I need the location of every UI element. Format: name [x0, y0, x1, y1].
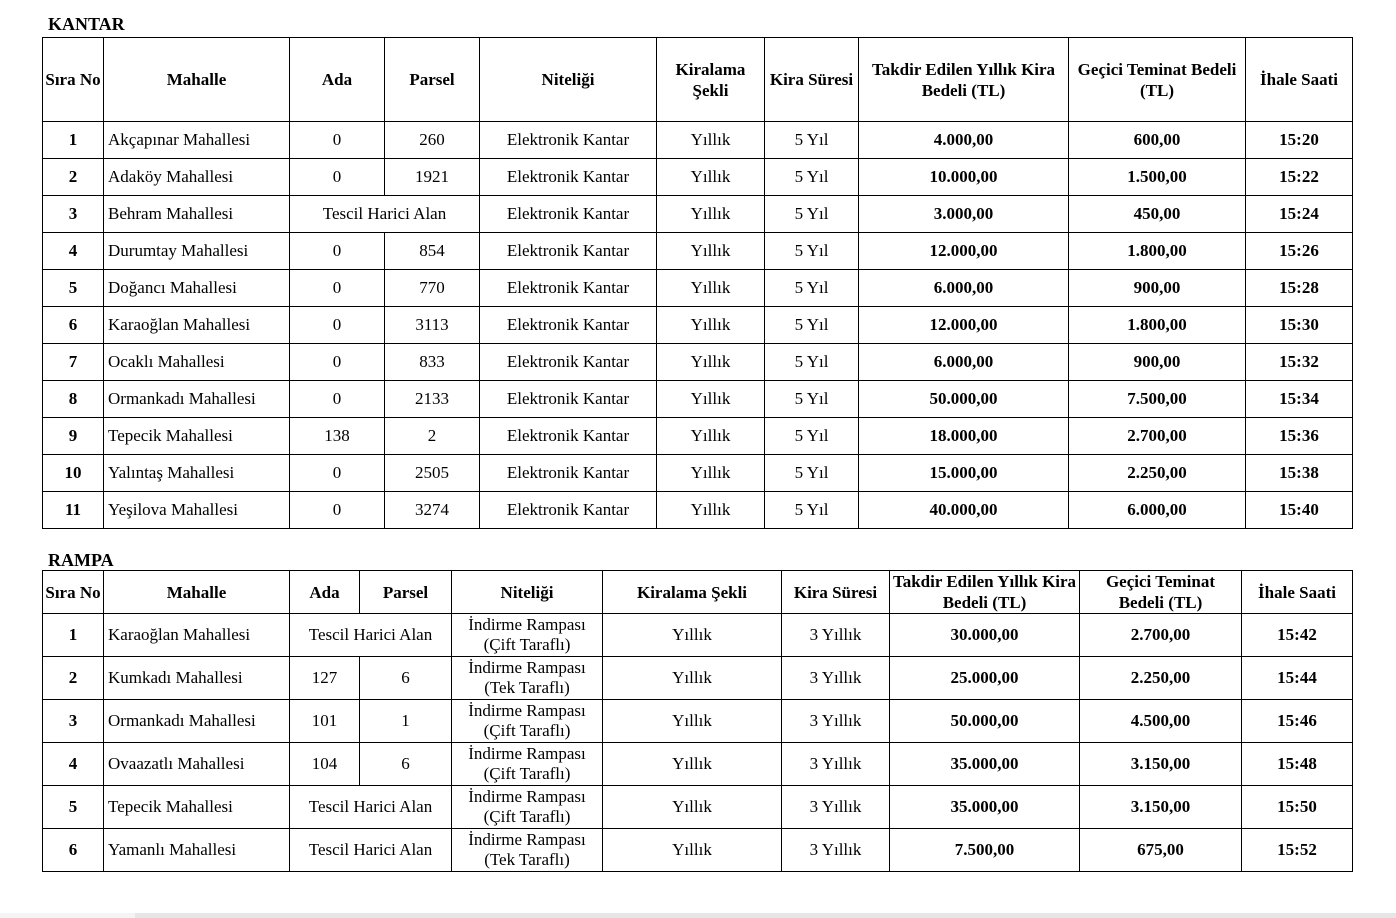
cell-sekil: Yıllık: [603, 743, 782, 786]
cell-saat: 15:30: [1246, 307, 1353, 344]
table-row: [43, 159, 1353, 196]
cell-parsel: 3274: [385, 492, 480, 529]
header-kira-bedeli: Takdir Edilen Yıllık Kira Bedeli (TL): [859, 38, 1069, 122]
cell-ada: 0: [290, 307, 385, 344]
cell-bedel: 40.000,00: [859, 492, 1069, 529]
cell-saat: 15:42: [1242, 614, 1353, 657]
table-row: [43, 829, 1353, 872]
cell-sekil: Yıllık: [603, 657, 782, 700]
cell-sekil: Yıllık: [657, 159, 765, 196]
cell-mahalle: Adaköy Mahallesi: [104, 159, 290, 196]
cell-nitelik: [452, 700, 603, 743]
cell-mahalle: Karaoğlan Mahallesi: [104, 307, 290, 344]
cell-no: 8: [43, 381, 104, 418]
cell-saat: 15:52: [1242, 829, 1353, 872]
nitelik-line-2: (Çift Taraflı): [483, 807, 571, 826]
nitelik-line-1: İndirme Rampası: [468, 701, 586, 720]
nitelik-line-1: İndirme Rampası: [468, 658, 586, 677]
cell-no: 2: [43, 159, 104, 196]
cell-parsel: 6: [360, 743, 452, 786]
cell-sure: 5 Yıl: [765, 455, 859, 492]
table-row: [43, 122, 1353, 159]
cell-sure: 5 Yıl: [765, 418, 859, 455]
cell-ada: 127: [290, 657, 360, 700]
header-sira-no: Sıra No: [43, 38, 104, 122]
kantar-section-title: KANTAR: [48, 14, 125, 34]
cell-nitelik: [452, 829, 603, 872]
cell-ada-parsel: Tescil Harici Alan: [290, 196, 480, 233]
cell-no: 9: [43, 418, 104, 455]
cell-teminat: 3.150,00: [1080, 743, 1242, 786]
cell-bedel: 35.000,00: [890, 743, 1080, 786]
table-row: [43, 614, 1353, 657]
cell-sekil: Yıllık: [603, 829, 782, 872]
cell-bedel: 6.000,00: [859, 270, 1069, 307]
cell-sure: 5 Yıl: [765, 159, 859, 196]
cell-bedel: 30.000,00: [890, 614, 1080, 657]
cell-ada: 0: [290, 233, 385, 270]
header-kiralama-sekli: Kiralama Şekli: [657, 38, 765, 122]
cell-saat: 15:48: [1242, 743, 1353, 786]
cell-nitelik: Elektronik Kantar: [480, 455, 657, 492]
cell-mahalle: Yeşilova Mahallesi: [104, 492, 290, 529]
nitelik-line-1: İndirme Rampası: [468, 744, 586, 763]
cell-sekil: Yıllık: [603, 614, 782, 657]
cell-sekil: Yıllık: [657, 196, 765, 233]
cell-saat: 15:24: [1246, 196, 1353, 233]
cell-sekil: Yıllık: [657, 344, 765, 381]
cell-ada: 0: [290, 270, 385, 307]
cell-teminat: 2.700,00: [1069, 418, 1246, 455]
cell-sure: 5 Yıl: [765, 196, 859, 233]
cell-nitelik: Elektronik Kantar: [480, 159, 657, 196]
cell-no: 6: [43, 829, 104, 872]
table-row: [43, 418, 1353, 455]
table-row: [43, 700, 1353, 743]
cell-ada-parsel: Tescil Harici Alan: [290, 614, 452, 657]
cell-saat: 15:22: [1246, 159, 1353, 196]
nitelik-line-2: (Çift Taraflı): [483, 721, 571, 740]
cell-ada: 0: [290, 455, 385, 492]
cell-saat: 15:34: [1246, 381, 1353, 418]
cell-sure: 3 Yıllık: [782, 657, 890, 700]
cell-no: 10: [43, 455, 104, 492]
cell-saat: 15:28: [1246, 270, 1353, 307]
cell-no: 5: [43, 786, 104, 829]
cell-bedel: 6.000,00: [859, 344, 1069, 381]
cell-no: 3: [43, 700, 104, 743]
cell-sekil: Yıllık: [657, 122, 765, 159]
table-row: [43, 307, 1353, 344]
cell-teminat: 4.500,00: [1080, 700, 1242, 743]
header-gecici-teminat: Geçici Teminat Bedeli (TL): [1080, 571, 1242, 614]
cell-parsel: 3113: [385, 307, 480, 344]
cell-bedel: 10.000,00: [859, 159, 1069, 196]
header-kiralama-sekli: Kiralama Şekli: [603, 571, 782, 614]
cell-sure: 3 Yıllık: [782, 743, 890, 786]
cell-saat: 15:44: [1242, 657, 1353, 700]
nitelik-line-2: (Çift Taraflı): [483, 635, 571, 654]
cell-mahalle: Doğancı Mahallesi: [104, 270, 290, 307]
cell-sekil: Yıllık: [657, 492, 765, 529]
cell-saat: 15:20: [1246, 122, 1353, 159]
cell-nitelik: Elektronik Kantar: [480, 122, 657, 159]
cell-nitelik: Elektronik Kantar: [480, 196, 657, 233]
header-kira-bedeli: Takdir Edilen Yıllık Kira Bedeli (TL): [890, 571, 1080, 614]
table-row: [43, 344, 1353, 381]
table-header-row: [43, 38, 1353, 122]
table-row: [43, 786, 1353, 829]
cell-ada-parsel: Tescil Harici Alan: [290, 829, 452, 872]
cell-mahalle: Ocaklı Mahallesi: [104, 344, 290, 381]
cell-no: 6: [43, 307, 104, 344]
table-row: [43, 233, 1353, 270]
cell-bedel: 25.000,00: [890, 657, 1080, 700]
cell-teminat: 7.500,00: [1069, 381, 1246, 418]
cell-no: 2: [43, 657, 104, 700]
cell-bedel: 12.000,00: [859, 233, 1069, 270]
cell-nitelik: [452, 786, 603, 829]
cell-teminat: 2.250,00: [1069, 455, 1246, 492]
cell-sekil: Yıllık: [657, 418, 765, 455]
cell-nitelik: Elektronik Kantar: [480, 307, 657, 344]
cell-saat: 15:36: [1246, 418, 1353, 455]
rampa-table: [42, 570, 1353, 872]
cell-sekil: Yıllık: [657, 455, 765, 492]
header-niteligi: Niteliği: [480, 38, 657, 122]
header-sira-no: Sıra No: [43, 571, 104, 614]
header-ihale-saati: İhale Saati: [1242, 571, 1353, 614]
kantar-table: [42, 37, 1353, 529]
cell-no: 4: [43, 233, 104, 270]
cell-sekil: Yıllık: [657, 270, 765, 307]
cell-nitelik: Elektronik Kantar: [480, 418, 657, 455]
header-mahalle: Mahalle: [104, 38, 290, 122]
cell-parsel: 2505: [385, 455, 480, 492]
table-row: [43, 743, 1353, 786]
cell-bedel: 50.000,00: [859, 381, 1069, 418]
nitelik-line-1: İndirme Rampası: [468, 615, 586, 634]
cell-sure: 3 Yıllık: [782, 786, 890, 829]
nitelik-line-1: İndirme Rampası: [468, 787, 586, 806]
cell-sure: 5 Yıl: [765, 381, 859, 418]
cell-sekil: Yıllık: [657, 307, 765, 344]
cell-sekil: Yıllık: [657, 381, 765, 418]
cell-mahalle: Karaoğlan Mahallesi: [104, 614, 290, 657]
cell-saat: 15:32: [1246, 344, 1353, 381]
cell-ada: 0: [290, 344, 385, 381]
header-ihale-saati: İhale Saati: [1246, 38, 1353, 122]
table-row: [43, 657, 1353, 700]
cell-no: 11: [43, 492, 104, 529]
header-niteligi: Niteliği: [452, 571, 603, 614]
cell-parsel: 2133: [385, 381, 480, 418]
cell-saat: 15:38: [1246, 455, 1353, 492]
nitelik-line-2: (Tek Taraflı): [484, 678, 570, 697]
cell-parsel: 6: [360, 657, 452, 700]
cell-sekil: Yıllık: [603, 700, 782, 743]
cell-ada: 0: [290, 159, 385, 196]
cell-nitelik: Elektronik Kantar: [480, 270, 657, 307]
cell-mahalle: Yamanlı Mahallesi: [104, 829, 290, 872]
cell-nitelik: [452, 614, 603, 657]
cell-no: 5: [43, 270, 104, 307]
cell-nitelik: Elektronik Kantar: [480, 492, 657, 529]
cell-mahalle: Akçapınar Mahallesi: [104, 122, 290, 159]
table-row: [43, 381, 1353, 418]
cell-mahalle: Tepecik Mahallesi: [104, 786, 290, 829]
nitelik-line-2: (Çift Taraflı): [483, 764, 571, 783]
cell-parsel: 770: [385, 270, 480, 307]
cell-sure: 5 Yıl: [765, 344, 859, 381]
table-row: [43, 455, 1353, 492]
cell-teminat: 675,00: [1080, 829, 1242, 872]
nitelik-line-2: (Tek Taraflı): [484, 850, 570, 869]
cell-ada-parsel: Tescil Harici Alan: [290, 786, 452, 829]
cell-sure: 3 Yıllık: [782, 829, 890, 872]
cell-ada: 138: [290, 418, 385, 455]
cell-teminat: 1.800,00: [1069, 307, 1246, 344]
cell-ada: 101: [290, 700, 360, 743]
cell-bedel: 4.000,00: [859, 122, 1069, 159]
cell-ada: 0: [290, 381, 385, 418]
nitelik-line-1: İndirme Rampası: [468, 830, 586, 849]
cell-teminat: 2.250,00: [1080, 657, 1242, 700]
cell-parsel: 2: [385, 418, 480, 455]
cell-sekil: Yıllık: [603, 786, 782, 829]
cell-sure: 5 Yıl: [765, 233, 859, 270]
cell-bedel: 3.000,00: [859, 196, 1069, 233]
cell-mahalle: Ovaazatlı Mahallesi: [104, 743, 290, 786]
cell-sure: 5 Yıl: [765, 307, 859, 344]
cell-bedel: 35.000,00: [890, 786, 1080, 829]
cell-no: 3: [43, 196, 104, 233]
table-header-row: [43, 571, 1353, 614]
cell-bedel: 7.500,00: [890, 829, 1080, 872]
header-mahalle: Mahalle: [104, 571, 290, 614]
cell-sure: 3 Yıllık: [782, 614, 890, 657]
rampa-section-title: RAMPA: [48, 550, 114, 570]
cell-saat: 15:26: [1246, 233, 1353, 270]
cell-bedel: 15.000,00: [859, 455, 1069, 492]
header-kira-suresi: Kira Süresi: [765, 38, 859, 122]
cell-parsel: 1: [360, 700, 452, 743]
cell-mahalle: Behram Mahallesi: [104, 196, 290, 233]
cell-saat: 15:46: [1242, 700, 1353, 743]
cell-nitelik: [452, 743, 603, 786]
cell-teminat: 6.000,00: [1069, 492, 1246, 529]
cell-mahalle: Tepecik Mahallesi: [104, 418, 290, 455]
cell-sure: 5 Yıl: [765, 492, 859, 529]
cell-parsel: 833: [385, 344, 480, 381]
cell-parsel: 260: [385, 122, 480, 159]
cell-teminat: 600,00: [1069, 122, 1246, 159]
header-parsel: Parsel: [360, 571, 452, 614]
cell-teminat: 900,00: [1069, 344, 1246, 381]
cell-sure: 5 Yıl: [765, 122, 859, 159]
cell-bedel: 12.000,00: [859, 307, 1069, 344]
cell-mahalle: Ormankadı Mahallesi: [104, 700, 290, 743]
cell-saat: 15:40: [1246, 492, 1353, 529]
horizontal-scrollbar-track[interactable]: [0, 913, 1396, 918]
cell-teminat: 2.700,00: [1080, 614, 1242, 657]
cell-parsel: 854: [385, 233, 480, 270]
cell-ada: 0: [290, 122, 385, 159]
cell-saat: 15:50: [1242, 786, 1353, 829]
header-kira-suresi: Kira Süresi: [782, 571, 890, 614]
cell-sure: 5 Yıl: [765, 270, 859, 307]
cell-nitelik: [452, 657, 603, 700]
cell-mahalle: Kumkadı Mahallesi: [104, 657, 290, 700]
cell-nitelik: Elektronik Kantar: [480, 233, 657, 270]
table-row: [43, 270, 1353, 307]
cell-teminat: 3.150,00: [1080, 786, 1242, 829]
cell-nitelik: Elektronik Kantar: [480, 381, 657, 418]
cell-no: 7: [43, 344, 104, 381]
cell-no: 1: [43, 122, 104, 159]
cell-mahalle: Ormankadı Mahallesi: [104, 381, 290, 418]
cell-bedel: 50.000,00: [890, 700, 1080, 743]
header-ada: Ada: [290, 571, 360, 614]
header-parsel: Parsel: [385, 38, 480, 122]
cell-parsel: 1921: [385, 159, 480, 196]
cell-sure: 3 Yıllık: [782, 700, 890, 743]
cell-mahalle: Yalıntaş Mahallesi: [104, 455, 290, 492]
cell-teminat: 900,00: [1069, 270, 1246, 307]
header-ada: Ada: [290, 38, 385, 122]
cell-sekil: Yıllık: [657, 233, 765, 270]
cell-bedel: 18.000,00: [859, 418, 1069, 455]
horizontal-scrollbar-thumb[interactable]: [0, 913, 135, 918]
cell-teminat: 1.800,00: [1069, 233, 1246, 270]
cell-teminat: 1.500,00: [1069, 159, 1246, 196]
cell-ada: 0: [290, 492, 385, 529]
cell-teminat: 450,00: [1069, 196, 1246, 233]
cell-mahalle: Durumtay Mahallesi: [104, 233, 290, 270]
cell-no: 4: [43, 743, 104, 786]
cell-nitelik: Elektronik Kantar: [480, 344, 657, 381]
cell-no: 1: [43, 614, 104, 657]
table-row: [43, 492, 1353, 529]
header-gecici-teminat: Geçici Teminat Bedeli (TL): [1069, 38, 1246, 122]
cell-ada: 104: [290, 743, 360, 786]
table-row: [43, 196, 1353, 233]
